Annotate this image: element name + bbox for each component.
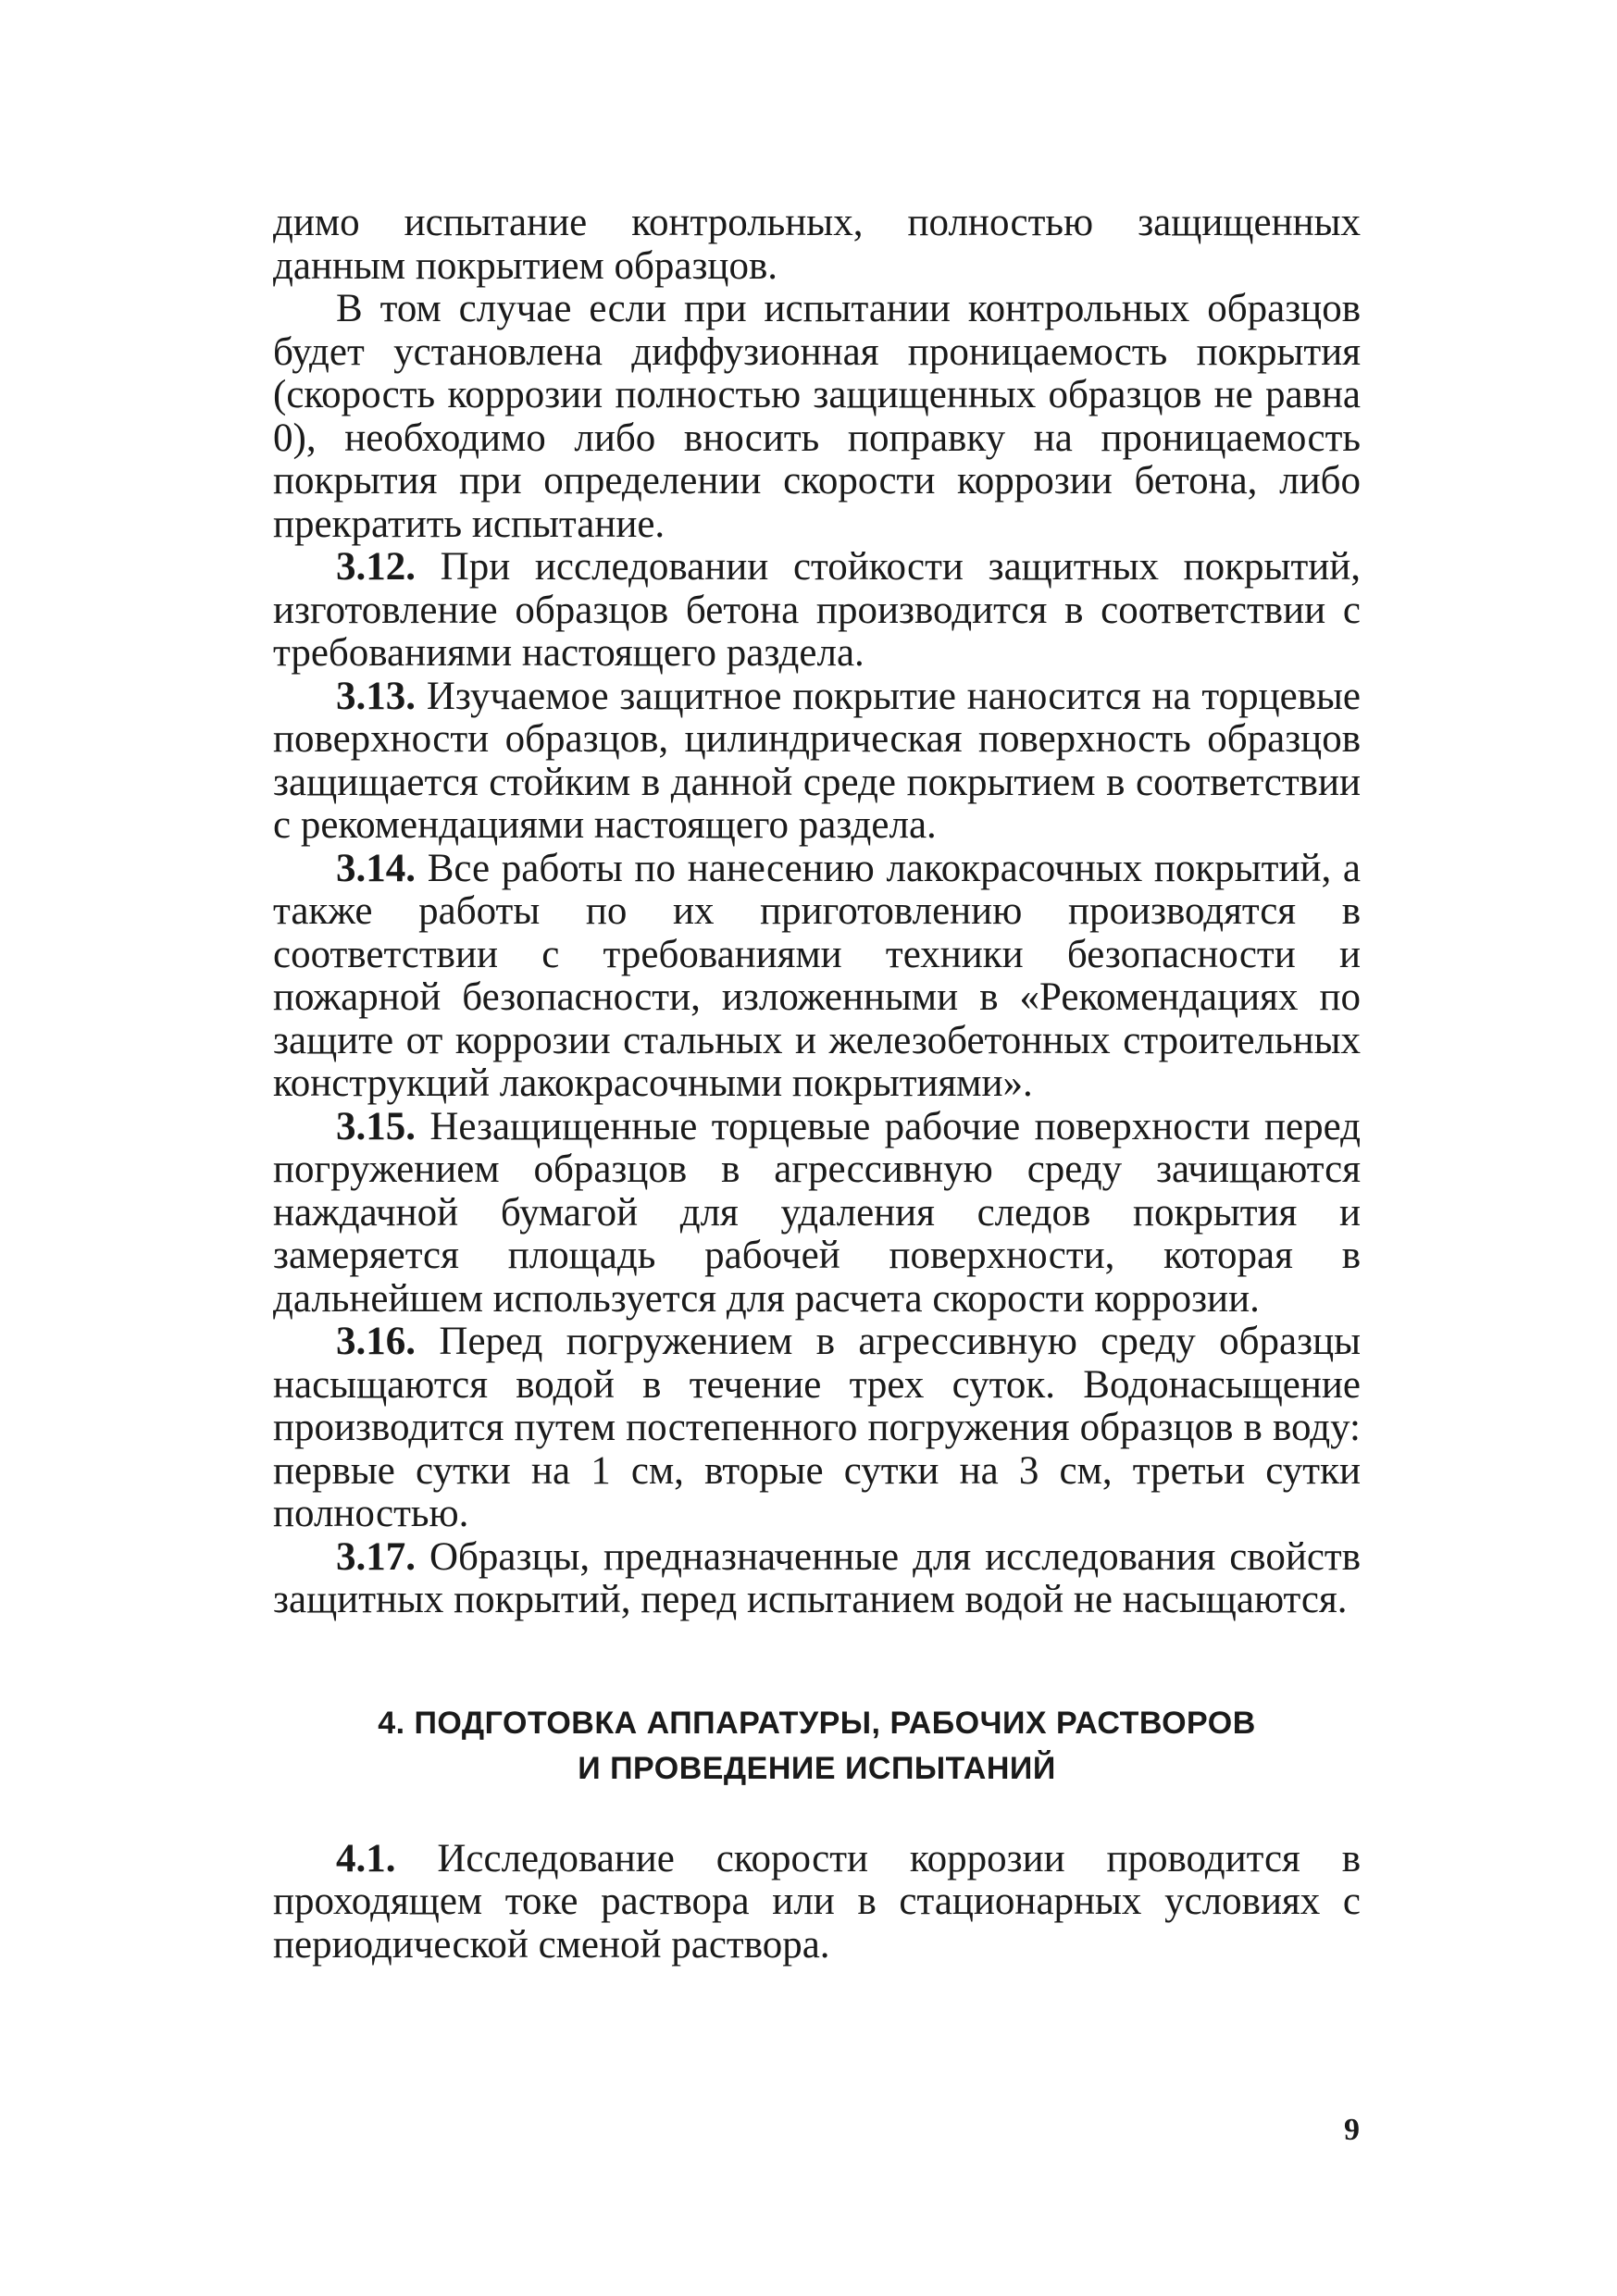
clause-number: 3.13.: [336, 674, 416, 718]
clause-number: 4.1.: [336, 1836, 396, 1880]
paragraph-4-1: [273, 1838, 1361, 1967]
page-content: [273, 202, 1361, 1967]
clause-number: 3.16.: [336, 1320, 416, 1363]
paragraph-text: Перед погружением в агрессивную среду образцы насыщаются водой в течение трех суток. Водонасыщение производится путем постепенного погружения образцов в воду: первые сутки на 1 см, вторые сутки на 3 см, третьи сутки полностью.: [273, 1320, 1362, 1535]
paragraph-text: димо испытание контрольных, полностью защищенных данным покрытием образцов.: [273, 201, 1361, 288]
paragraph-3-15: [273, 1106, 1361, 1322]
page-number: 9: [1344, 2113, 1360, 2147]
section-heading-line-2: И ПРОВЕДЕНИЕ ИСПЫТАНИЙ: [578, 1750, 1056, 1786]
paragraph-3-12: [273, 546, 1361, 676]
paragraph-3-17: [273, 1536, 1361, 1622]
clause-number: 3.14.: [336, 846, 416, 890]
paragraph-diffusion: [273, 288, 1361, 546]
paragraph-text: Все работы по нанесению лакокрасочных покрытий, а также работы по их приготовлению производятся в соответствии с требованиями техники безопасности и пожарной безопасности, изложенными в «Рекомендациях по защите от коррозии стальных и железобетонных строительных конструкций лакокрасочными покрытиями».: [273, 846, 1362, 1105]
paragraph-continuation: [273, 202, 1361, 288]
paragraph-text: Незащищенные торцевые рабочие поверхности перед погружением образцов в агрессивную среду зачищаются наждачной бумагой для удаления следов покрытия и замеряется площадь рабочей поверхности, которая в дальнейшем используется для расчета скорости коррозии.: [273, 1104, 1362, 1321]
paragraph-text: Образцы, предназначенные для исследования свойств защитных покрытий, перед испытанием водой не насыщаются.: [273, 1534, 1362, 1621]
clause-number: 3.17.: [336, 1534, 416, 1579]
section-heading-line-1: 4. ПОДГОТОВКА АППАРАТУРЫ, РАБОЧИХ РАСТВОРОВ: [378, 1705, 1256, 1741]
paragraph-text: При исследовании стойкости защитных покрытий, изготовление образцов бетона производится в соответствии с требованиями настоящего раздела.: [273, 545, 1362, 675]
clause-number: 3.12.: [336, 545, 416, 589]
paragraph-3-16: [273, 1321, 1361, 1536]
paragraph-text: Исследование скорости коррозии проводится в проходящем токе раствора или в стационарных условиях с периодической сменой раствора.: [273, 1836, 1361, 1967]
paragraph-text: В том случае если при испытании контрольных образцов будет установлена диффузионная проницаемость покрытия (скорость коррозии полностью защищенных образцов не равна 0), необходимо либо вносить поправку на проницаемость покрытия при определении скорости коррозии бетона, либо прекратить испытание.: [273, 287, 1361, 546]
paragraph-3-13: [273, 676, 1361, 848]
clause-number: 3.15.: [336, 1104, 416, 1148]
section-heading: [273, 1701, 1361, 1792]
paragraph-3-14: [273, 848, 1361, 1106]
paragraph-text: Изучаемое защитное покрытие наносится на торцевые поверхности образцов, цилиндрическая поверхность образцов защищается стойким в данной среде покрытием в соответствии с рекомендациями настоящего раздела.: [273, 674, 1362, 847]
